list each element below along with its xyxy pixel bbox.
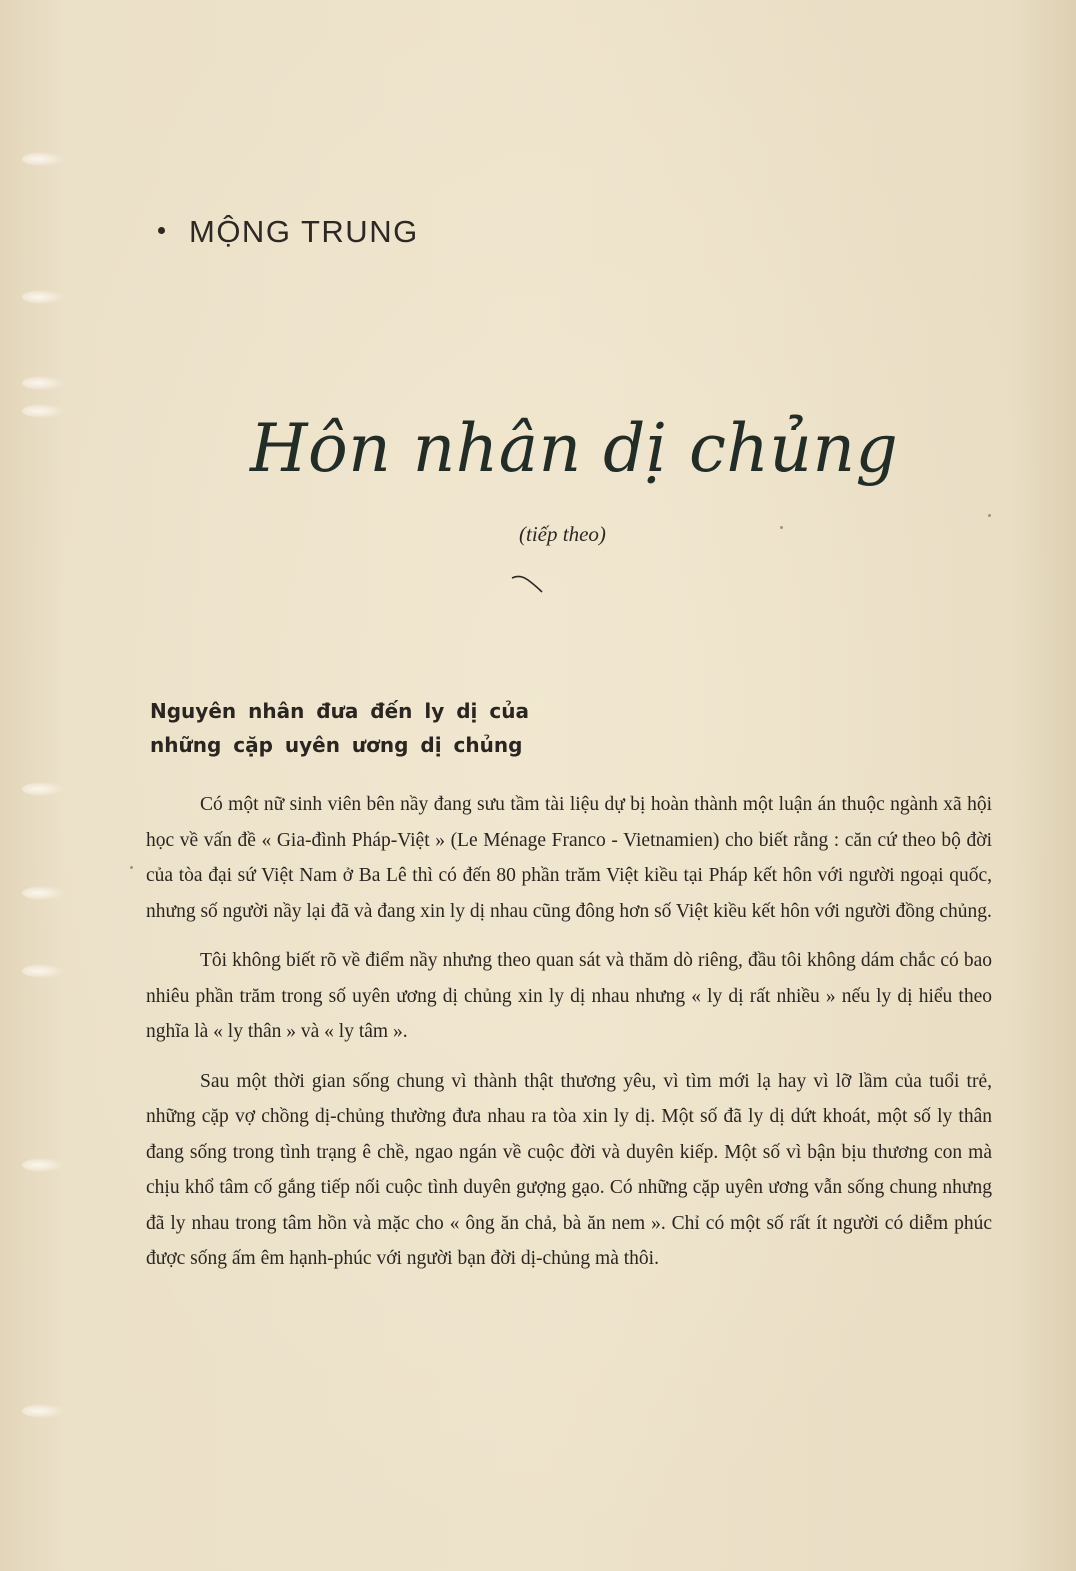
binding-hole-mark — [22, 1404, 64, 1418]
paper-speck — [130, 866, 133, 869]
paragraph-1: Có một nữ sinh viên bên nầy đang sưu tầm tài liệu dự bị hoàn thành một luận án thuộc ngành xã hội học về vấn đề « Gia-đình Pháp-Việt » (Le Ménage Franco - Vietnamien) cho biết rằng : căn cứ theo bộ đời của tòa đại sứ Việt Nam ở Ba Lê thì có đến 80 phần trăm Việt kiều tại Pháp kết hôn với người ngoại quốc, nhưng số người nầy lại đã và đang xin ly dị nhau cũng đông hơn số Việt kiều kết hôn với người đồng chủng. — [146, 794, 992, 922]
binding-hole-mark — [22, 376, 64, 390]
article-subtitle: (tiếp theo) — [519, 522, 606, 546]
article-title: Hôn nhân dị chủng — [250, 410, 899, 487]
binding-hole-mark — [22, 1158, 64, 1172]
binding-hole-mark — [22, 152, 64, 166]
section-heading-line-1: Nguyên nhân đưa đến ly dị của — [150, 699, 529, 723]
binding-hole-mark — [22, 886, 64, 900]
paragraph-2: Tôi không biết rõ về điểm nầy nhưng theo quan sát và thăm dò riêng, đầu tôi không dám chắc có bao nhiêu phần trăm trong số uyên ương dị chủng xin ly dị nhau nhưng « ly dị rất nhiều » nếu ly dị hiểu theo nghĩa là « ly thân » và « ly tâm ». — [146, 950, 992, 1042]
author-byline — [158, 214, 419, 250]
paragraph-3: Sau một thời gian sống chung vì thành thật thương yêu, vì tìm mới lạ hay vì lỡ lầm của tuổi trẻ, những cặp vợ chồng dị-chủng thường đưa nhau ra tòa xin ly dị. Một số đã ly dị dứt khoát, một số ly thân đang sống trong tình trạng ê chề, ngao ngán về cuộc đời và duyên kiếp. Một số vì bận bịu thương con mà chịu khổ tâm cố gắng tiếp nối cuộc tình duyên gượng gạo. Có những cặp uyên ương vẫn sống chung nhưng đã ly nhau trong tâm hồn và mặc cho « ông ăn chả, bà ăn nem ». Chỉ có một số rất ít người có diễm phúc được sống ấm êm hạnh-phúc với người bạn đời dị-chủng mà thôi. — [146, 1070, 992, 1269]
binding-hole-mark — [22, 782, 64, 796]
article-body — [146, 787, 992, 1291]
section-heading-line-2: những cặp uyên ương dị chủng — [150, 733, 523, 757]
ornament-squiggle-icon — [510, 572, 544, 594]
author-name: MỘNG TRUNG — [189, 214, 419, 249]
paper-speck — [988, 514, 991, 517]
paper-speck — [780, 526, 783, 529]
bullet-icon — [158, 227, 165, 234]
binding-hole-mark — [22, 404, 64, 418]
binding-hole-mark — [22, 964, 64, 978]
binding-hole-mark — [22, 290, 64, 304]
section-heading — [150, 694, 529, 762]
